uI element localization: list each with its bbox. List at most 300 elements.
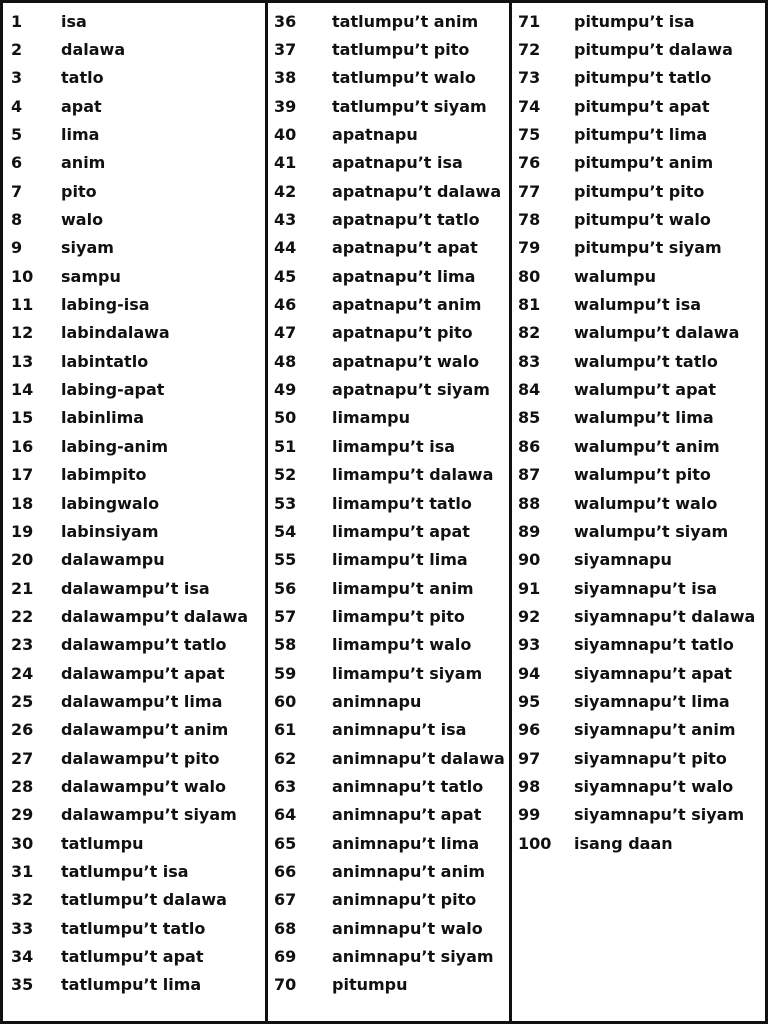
list-item (512, 517, 765, 545)
number-label: 56 (274, 578, 297, 598)
list-item (3, 546, 265, 574)
number-label: 62 (274, 748, 297, 768)
number-word: pitumpu’t pito (574, 181, 705, 201)
number-label: 24 (11, 663, 34, 683)
number-word: walumpu’t apat (574, 380, 716, 400)
number-word: walumpu’t lima (574, 408, 714, 428)
number-label: 46 (274, 295, 297, 315)
number-label: 7 (11, 181, 23, 201)
number-label: 75 (518, 125, 541, 145)
number-label: 100 (518, 833, 552, 853)
list-item (3, 319, 265, 347)
number-label: 52 (274, 465, 297, 485)
list-item (512, 574, 765, 602)
number-word: labinlima (61, 408, 145, 428)
list-item (512, 92, 765, 120)
number-word: apatnapu’t isa (332, 153, 463, 173)
list-item (268, 120, 509, 148)
number-word: apatnapu’t dalawa (332, 181, 502, 201)
number-word: tatlumpu’t anim (332, 11, 479, 31)
list-item (512, 659, 765, 687)
number-label: 25 (11, 691, 34, 711)
list-item (512, 149, 765, 177)
number-label: 34 (11, 947, 34, 967)
number-label: 40 (274, 125, 297, 145)
number-label: 92 (518, 606, 541, 626)
number-word: apatnapu’t walo (332, 351, 480, 371)
list-item (268, 602, 509, 630)
number-word: pito (61, 181, 97, 201)
number-word: apatnapu’t anim (332, 295, 482, 315)
number-word: labingwalo (61, 493, 160, 513)
number-word: isa (61, 11, 87, 31)
list-item (268, 744, 509, 772)
list-item (3, 857, 265, 885)
number-word: tatlumpu’t isa (61, 861, 189, 881)
number-label: 57 (274, 606, 297, 626)
number-word: pitumpu’t anim (574, 153, 714, 173)
number-label: 26 (11, 720, 34, 740)
list-item (3, 574, 265, 602)
number-word: pitumpu’t apat (574, 96, 710, 116)
number-word: dalawampu’t siyam (61, 805, 237, 825)
number-word: dalawampu (61, 550, 165, 570)
list-item (512, 177, 765, 205)
list-item (3, 375, 265, 403)
number-word: pitumpu’t siyam (574, 238, 722, 258)
number-word: siyamnapu’t anim (574, 720, 736, 740)
list-item (3, 205, 265, 233)
number-label: 63 (274, 776, 297, 796)
number-label: 55 (274, 550, 297, 570)
number-label: 44 (274, 238, 297, 258)
list-item (268, 546, 509, 574)
number-label: 79 (518, 238, 541, 258)
number-word: animnapu’t anim (332, 861, 486, 881)
list-item (3, 262, 265, 290)
number-word: lima (61, 125, 100, 145)
list-item (3, 489, 265, 517)
number-label: 87 (518, 465, 541, 485)
number-label: 19 (11, 521, 34, 541)
number-word: labimpito (61, 465, 147, 485)
list-item (268, 290, 509, 318)
list-item (268, 631, 509, 659)
list-item (512, 801, 765, 829)
list-item (512, 290, 765, 318)
list-item (268, 574, 509, 602)
number-word: walumpu’t siyam (574, 521, 729, 541)
number-word: dalawampu’t anim (61, 720, 229, 740)
number-word: labing-anim (61, 436, 169, 456)
number-word: labindalawa (61, 323, 170, 343)
number-label: 38 (274, 68, 297, 88)
list-item (3, 687, 265, 715)
number-word: dalawampu’t walo (61, 776, 226, 796)
number-label: 91 (518, 578, 541, 598)
list-item (3, 461, 265, 489)
number-label: 29 (11, 805, 34, 825)
number-word: limampu’t isa (332, 436, 456, 456)
number-word: siyamnapu’t dalawa (574, 606, 756, 626)
number-word: dalawampu’t dalawa (61, 606, 249, 626)
list-item (512, 829, 765, 857)
number-label: 2 (11, 40, 23, 60)
list-item (268, 716, 509, 744)
number-word: tatlumpu (61, 833, 144, 853)
list-item (3, 234, 265, 262)
list-item (512, 461, 765, 489)
list-item (512, 744, 765, 772)
list-item (268, 375, 509, 403)
number-word: tatlumpu’t pito (332, 40, 470, 60)
number-word: tatlumpu’t apat (61, 947, 204, 967)
list-item (268, 886, 509, 914)
number-label: 51 (274, 436, 297, 456)
number-label: 96 (518, 720, 541, 740)
number-label: 59 (274, 663, 297, 683)
number-label: 13 (11, 351, 34, 371)
number-label: 43 (274, 210, 297, 230)
list-item (268, 319, 509, 347)
number-word: pitumpu’t lima (574, 125, 708, 145)
number-word: dalawampu’t pito (61, 748, 220, 768)
number-label: 8 (11, 210, 23, 230)
number-label: 68 (274, 918, 297, 938)
number-label: 3 (11, 68, 23, 88)
list-item (3, 659, 265, 687)
number-label: 1 (11, 11, 23, 31)
list-item (3, 177, 265, 205)
number-word: siyamnapu’t walo (574, 776, 734, 796)
number-label: 84 (518, 380, 541, 400)
number-word: dalawampu’t tatlo (61, 635, 227, 655)
list-item (268, 857, 509, 885)
list-item (512, 716, 765, 744)
list-item (3, 404, 265, 432)
number-word: tatlumpu’t siyam (332, 96, 487, 116)
list-item (3, 716, 265, 744)
list-item (268, 149, 509, 177)
list-item (3, 64, 265, 92)
number-word: sampu (61, 266, 121, 286)
number-word: animnapu’t dalawa (332, 748, 505, 768)
number-label: 11 (11, 295, 34, 315)
list-item (512, 772, 765, 800)
number-label: 64 (274, 805, 297, 825)
number-label: 86 (518, 436, 541, 456)
list-item (512, 631, 765, 659)
list-item (268, 92, 509, 120)
number-word: labing-apat (61, 380, 165, 400)
number-label: 16 (11, 436, 34, 456)
list-item (268, 942, 509, 970)
number-word: dalawampu’t lima (61, 691, 223, 711)
number-word: dalawampu’t isa (61, 578, 210, 598)
number-word: anim (61, 153, 106, 173)
number-word: limampu’t pito (332, 606, 465, 626)
number-word: limampu’t apat (332, 521, 470, 541)
number-label: 88 (518, 493, 541, 513)
number-word: siyam (61, 238, 114, 258)
number-word: walumpu’t walo (574, 493, 718, 513)
number-word: animnapu’t pito (332, 890, 477, 910)
number-word: labing-isa (61, 295, 150, 315)
list-item (3, 602, 265, 630)
column-36-to-70 (268, 3, 512, 1021)
number-label: 90 (518, 550, 541, 570)
list-item (512, 347, 765, 375)
list-item (268, 347, 509, 375)
number-label: 97 (518, 748, 541, 768)
number-label: 9 (11, 238, 23, 258)
list-item (3, 744, 265, 772)
list-item (268, 205, 509, 233)
number-word: pitumpu (332, 975, 408, 995)
number-word: limampu’t tatlo (332, 493, 472, 513)
list-item (268, 404, 509, 432)
list-item (512, 262, 765, 290)
number-label: 94 (518, 663, 541, 683)
number-label: 31 (11, 861, 34, 881)
number-word: apatnapu’t pito (332, 323, 473, 343)
number-label: 5 (11, 125, 23, 145)
number-label: 50 (274, 408, 297, 428)
list-item (3, 772, 265, 800)
number-word: apatnapu’t siyam (332, 380, 490, 400)
list-item (3, 7, 265, 35)
number-label: 15 (11, 408, 34, 428)
number-word: pitumpu’t walo (574, 210, 711, 230)
number-word: walumpu’t pito (574, 465, 711, 485)
number-word: walumpu’t tatlo (574, 351, 718, 371)
number-word: siyamnapu’t siyam (574, 805, 745, 825)
number-word: walumpu’t anim (574, 436, 720, 456)
list-item (3, 801, 265, 829)
number-label: 33 (11, 918, 34, 938)
number-word: pitumpu’t dalawa (574, 40, 733, 60)
number-word: animnapu’t tatlo (332, 776, 484, 796)
number-label: 48 (274, 351, 297, 371)
list-item (3, 120, 265, 148)
number-label: 47 (274, 323, 297, 343)
number-label: 58 (274, 635, 297, 655)
number-word: animnapu’t lima (332, 833, 480, 853)
number-label: 76 (518, 153, 541, 173)
number-word: labinsiyam (61, 521, 159, 541)
number-word: siyamnapu’t apat (574, 663, 732, 683)
number-word: pitumpu’t tatlo (574, 68, 712, 88)
number-word: siyamnapu’t lima (574, 691, 730, 711)
list-item (3, 347, 265, 375)
number-word: animnapu’t siyam (332, 947, 494, 967)
list-item (268, 517, 509, 545)
number-word: pitumpu’t isa (574, 11, 695, 31)
number-word: walumpu’t isa (574, 295, 702, 315)
number-label: 81 (518, 295, 541, 315)
number-label: 20 (11, 550, 34, 570)
list-item (512, 602, 765, 630)
list-item (512, 489, 765, 517)
list-item (268, 489, 509, 517)
column-71-to-100 (512, 3, 765, 1021)
number-word: animnapu (332, 691, 422, 711)
list-item (512, 375, 765, 403)
number-label: 93 (518, 635, 541, 655)
list-item (512, 64, 765, 92)
list-item (3, 971, 265, 999)
list-item (3, 92, 265, 120)
number-label: 73 (518, 68, 541, 88)
number-label: 23 (11, 635, 34, 655)
list-item (3, 631, 265, 659)
list-item (268, 461, 509, 489)
list-item (3, 942, 265, 970)
list-item (512, 35, 765, 63)
number-word: animnapu’t walo (332, 918, 483, 938)
list-item (3, 290, 265, 318)
list-item (3, 35, 265, 63)
number-label: 12 (11, 323, 34, 343)
number-label: 85 (518, 408, 541, 428)
number-word: limampu’t anim (332, 578, 474, 598)
number-label: 18 (11, 493, 34, 513)
list-item (3, 829, 265, 857)
number-label: 49 (274, 380, 297, 400)
number-label: 10 (11, 266, 34, 286)
number-label: 89 (518, 521, 541, 541)
number-label: 98 (518, 776, 541, 796)
number-label: 53 (274, 493, 297, 513)
number-word: animnapu’t isa (332, 720, 467, 740)
number-label: 54 (274, 521, 297, 541)
number-word: labintatlo (61, 351, 149, 371)
number-label: 66 (274, 861, 297, 881)
number-word: dalawampu’t apat (61, 663, 225, 683)
list-item (512, 7, 765, 35)
list-item (512, 687, 765, 715)
number-label: 72 (518, 40, 541, 60)
number-label: 37 (274, 40, 297, 60)
number-label: 30 (11, 833, 34, 853)
list-item (268, 432, 509, 460)
list-item (268, 7, 509, 35)
number-word: siyamnapu’t tatlo (574, 635, 734, 655)
list-item (3, 914, 265, 942)
number-word: tatlumpu’t dalawa (61, 890, 227, 910)
number-label: 65 (274, 833, 297, 853)
number-label: 21 (11, 578, 34, 598)
list-item (268, 914, 509, 942)
number-label: 69 (274, 947, 297, 967)
number-label: 77 (518, 181, 541, 201)
number-label: 42 (274, 181, 297, 201)
column-1-to-35 (3, 3, 268, 1021)
number-word: limampu’t lima (332, 550, 468, 570)
list-item (512, 205, 765, 233)
list-item (512, 404, 765, 432)
number-word: siyamnapu (574, 550, 672, 570)
number-word: tatlumpu’t walo (332, 68, 476, 88)
number-word: tatlumpu’t lima (61, 975, 202, 995)
list-item (268, 971, 509, 999)
number-label: 82 (518, 323, 541, 343)
number-label: 35 (11, 975, 34, 995)
number-word: apatnapu’t lima (332, 266, 476, 286)
number-word: apat (61, 96, 102, 116)
number-label: 95 (518, 691, 541, 711)
number-label: 22 (11, 606, 34, 626)
list-item (512, 432, 765, 460)
number-label: 36 (274, 11, 297, 31)
list-item (3, 517, 265, 545)
list-item (512, 319, 765, 347)
number-word: limampu’t dalawa (332, 465, 494, 485)
number-word: walumpu (574, 266, 656, 286)
number-label: 83 (518, 351, 541, 371)
number-label: 61 (274, 720, 297, 740)
number-word: limampu’t walo (332, 635, 472, 655)
number-label: 17 (11, 465, 34, 485)
number-label: 60 (274, 691, 297, 711)
number-label: 80 (518, 266, 541, 286)
number-word: siyamnapu’t isa (574, 578, 718, 598)
number-label: 67 (274, 890, 297, 910)
list-item (268, 35, 509, 63)
list-item (512, 546, 765, 574)
number-word: tatlo (61, 68, 104, 88)
number-label: 70 (274, 975, 297, 995)
list-item (268, 234, 509, 262)
number-word: dalawa (61, 40, 126, 60)
number-word: animnapu’t apat (332, 805, 482, 825)
number-word: apatnapu’t apat (332, 238, 478, 258)
number-word: walo (61, 210, 104, 230)
number-word: isang daan (574, 833, 673, 853)
number-label: 39 (274, 96, 297, 116)
list-item (268, 687, 509, 715)
number-label: 74 (518, 96, 541, 116)
number-word: apatnapu’t tatlo (332, 210, 480, 230)
list-item (268, 262, 509, 290)
number-label: 32 (11, 890, 34, 910)
number-label: 78 (518, 210, 541, 230)
number-word: siyamnapu’t pito (574, 748, 727, 768)
list-item (268, 801, 509, 829)
number-label: 27 (11, 748, 34, 768)
number-label: 71 (518, 11, 541, 31)
number-label: 45 (274, 266, 297, 286)
list-item (268, 829, 509, 857)
number-word: walumpu’t dalawa (574, 323, 740, 343)
number-label: 99 (518, 805, 541, 825)
number-word: limampu’t siyam (332, 663, 483, 683)
number-label: 4 (11, 96, 23, 116)
number-label: 14 (11, 380, 34, 400)
number-word: apatnapu (332, 125, 418, 145)
list-item (268, 772, 509, 800)
list-item (512, 234, 765, 262)
list-item (3, 432, 265, 460)
number-word: tatlumpu’t tatlo (61, 918, 206, 938)
list-item (3, 886, 265, 914)
number-label: 28 (11, 776, 34, 796)
number-label: 6 (11, 153, 23, 173)
list-item (268, 659, 509, 687)
list-item (512, 120, 765, 148)
list-item (3, 149, 265, 177)
number-word: limampu (332, 408, 410, 428)
